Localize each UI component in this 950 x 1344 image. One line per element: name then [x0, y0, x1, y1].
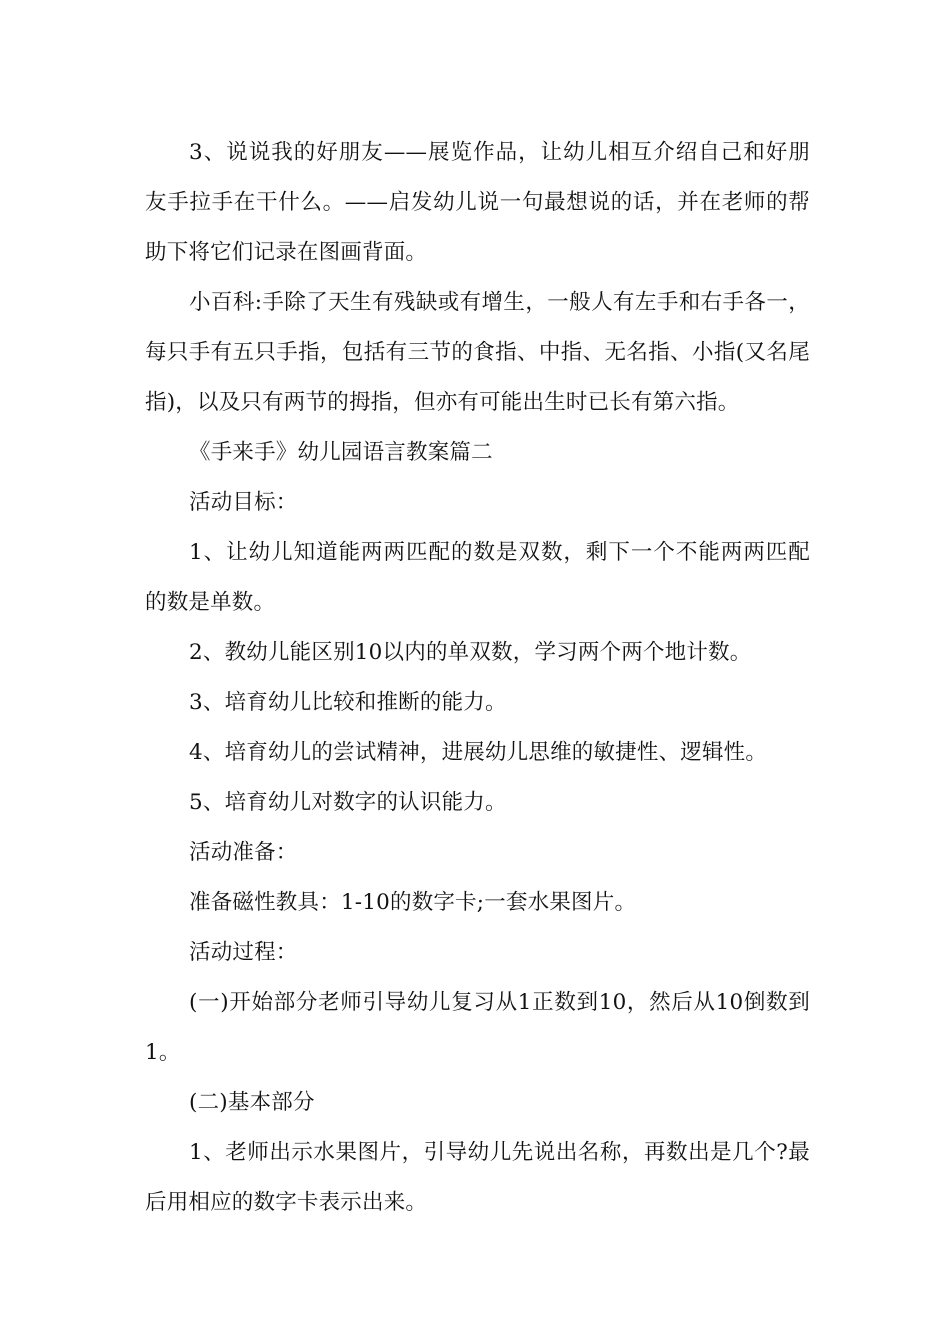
heading-activity-goals: 活动目标：: [189, 490, 298, 515]
document-body: [145, 128, 810, 1228]
process-part-two-heading: (二)基本部分: [189, 1090, 315, 1115]
goal-item-3: 3、培育幼儿比较和推断的能力。: [189, 690, 507, 715]
paragraph-encyclopedia-note: 小百科:手除了天生有残缺或有增生，一般人有左手和右手各一，每只手有五只手指，包括有三节的食指、中指、无名指、小指(又名尾指)，以及只有两节的拇指，但亦有可能出生时已长有第六指。: [145, 290, 810, 415]
heading-activity-preparation: 活动准备：: [189, 840, 298, 865]
paragraph-activity-step-3: 3、说说我的好朋友——展览作品，让幼儿相互介绍自己和好朋友手拉手在干什么。——启发幼儿说一句最想说的话，并在老师的帮助下将它们记录在图画背面。: [145, 140, 810, 265]
goal-item-4: 4、培育幼儿的尝试精神，进展幼儿思维的敏捷性、逻辑性。: [189, 740, 768, 765]
heading-activity-process: 活动过程：: [189, 940, 298, 965]
process-part-one: (一)开始部分老师引导幼儿复习从1正数到10，然后从10倒数到1。: [145, 990, 810, 1065]
goal-item-2: 2、教幼儿能区别10以内的单双数，学习两个两个地计数。: [189, 640, 752, 665]
preparation-text: 准备磁性教具：1-10的数字卡;一套水果图片。: [189, 890, 637, 915]
process-step-1: 1、老师出示水果图片，引导幼儿先说出名称，再数出是几个?最后用相应的数字卡表示出来。: [145, 1140, 810, 1215]
section-heading-lesson-two: 《手来手》幼儿园语言教案篇二: [189, 440, 493, 465]
goal-item-1: 1、让幼儿知道能两两匹配的数是双数，剩下一个不能两两匹配的数是单数。: [145, 540, 810, 615]
goal-item-5: 5、培育幼儿对数字的认识能力。: [189, 790, 507, 815]
